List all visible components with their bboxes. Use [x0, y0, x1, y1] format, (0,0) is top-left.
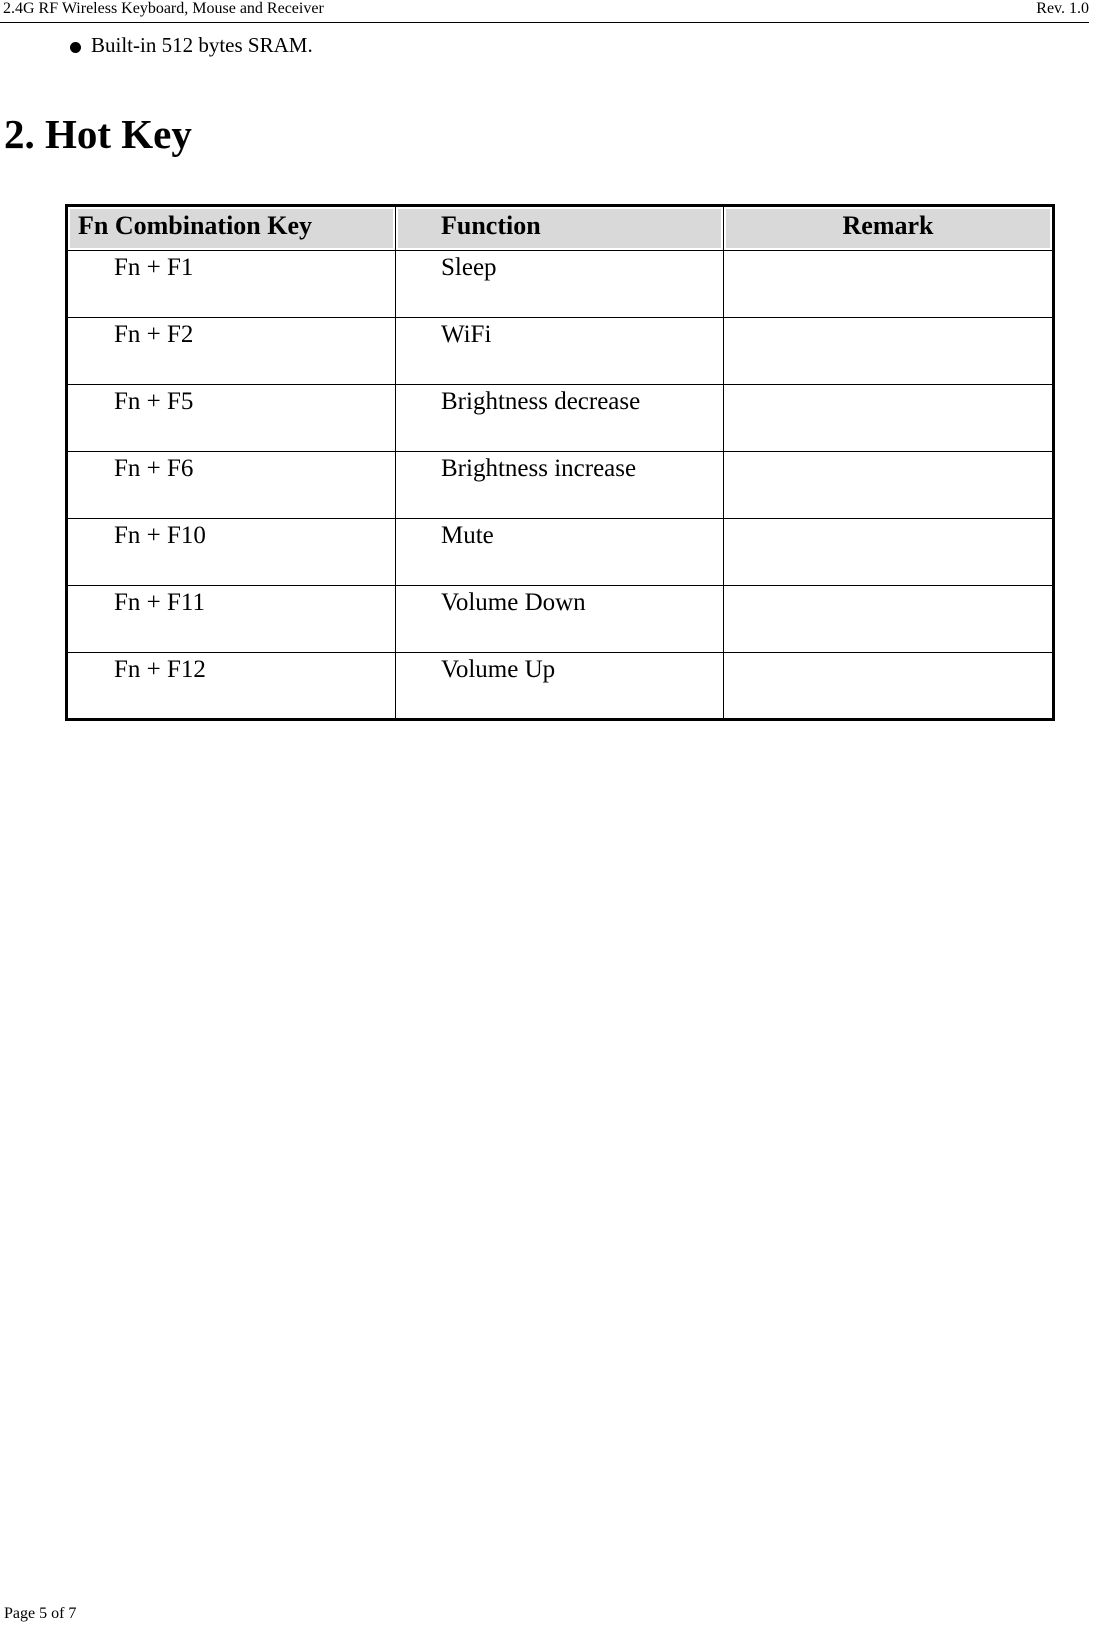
bullet-icon	[70, 42, 81, 53]
revision-label: Rev. 1.0	[1036, 0, 1089, 17]
column-header-function: Function	[396, 206, 724, 251]
table-row	[67, 519, 1054, 586]
bullet-item	[0, 33, 600, 63]
page-number: Page 5 of 7	[4, 1605, 77, 1622]
key-cell: Fn + F5	[67, 385, 396, 452]
function-cell: Brightness decrease	[396, 385, 724, 452]
function-cell: Mute	[396, 519, 724, 586]
table-row	[67, 452, 1054, 519]
table-row	[67, 385, 1054, 452]
function-cell: WiFi	[396, 318, 724, 385]
table-row	[67, 653, 1054, 720]
remark-cell	[724, 318, 1054, 385]
remark-cell	[724, 586, 1054, 653]
remark-cell	[724, 452, 1054, 519]
key-cell: Fn + F1	[67, 251, 396, 318]
section-heading: 2. Hot Key	[4, 111, 192, 157]
key-cell: Fn + F6	[67, 452, 396, 519]
key-cell: Fn + F10	[67, 519, 396, 586]
table-row	[67, 251, 1054, 318]
table-row	[67, 318, 1054, 385]
page-header	[0, 0, 1089, 23]
function-cell: Volume Up	[396, 653, 724, 720]
bullet-text: Built-in 512 bytes SRAM.	[91, 33, 313, 57]
table-header-row	[67, 206, 1054, 251]
function-cell: Sleep	[396, 251, 724, 318]
remark-cell	[724, 385, 1054, 452]
function-cell: Brightness increase	[396, 452, 724, 519]
key-cell: Fn + F11	[67, 586, 396, 653]
column-header-fn-combination-key: Fn Combination Key	[67, 206, 396, 251]
key-cell: Fn + F2	[67, 318, 396, 385]
table-row	[67, 586, 1054, 653]
remark-cell	[724, 251, 1054, 318]
document-title: 2.4G RF Wireless Keyboard, Mouse and Receiver	[3, 0, 324, 17]
function-cell: Volume Down	[396, 586, 724, 653]
key-cell: Fn + F12	[67, 653, 396, 720]
remark-cell	[724, 519, 1054, 586]
remark-cell	[724, 653, 1054, 720]
hot-key-table	[65, 204, 1055, 721]
column-header-remark: Remark	[724, 206, 1054, 251]
